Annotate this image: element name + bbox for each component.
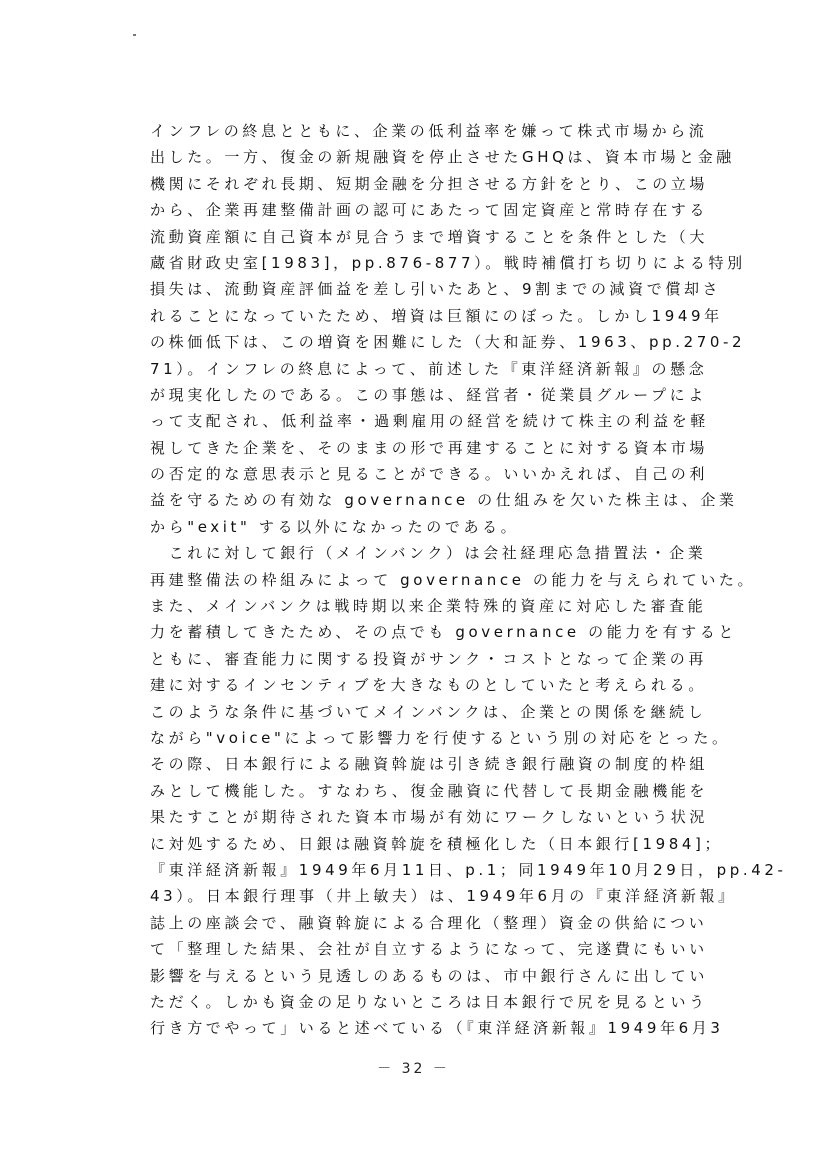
- text-line: その際、日本銀行による融資斡旋は引き続き銀行融資の制度的枠組: [150, 755, 709, 774]
- text-line: 流動資産額に自己資本が見合うまで増資することを条件とした（大: [150, 227, 709, 246]
- text-line: インフレの終息とともに、企業の低利益率を嫌って株式市場から流: [150, 122, 708, 140]
- text-line: 影響を与えるという見透しのあるものは、市中銀行さんに出してい: [150, 966, 709, 985]
- text-line: って支配され、低利益率・過剰雇用の経営を続けて株主の利益を軽: [150, 412, 709, 431]
- text-line: 視してきた企業を、そのままの形で再建することに対する資本市場: [150, 438, 709, 457]
- text-line: これに対して銀行（メインバンク）は会社経理応急措置法・企業: [150, 544, 707, 563]
- text-line: 建に対するインセンティブを大きなものとしていたと考えられる。: [150, 676, 707, 695]
- text-line: 果たすことが期待された資本市場が有効にワークしないという状況: [150, 808, 709, 827]
- text-line: みとして機能した。すなわち、復金融資に代替して長期金融機能を: [150, 781, 709, 800]
- text-line: が現実化したのである。この事態は、経営者・従業員グループによ: [150, 385, 707, 404]
- text-line: ながら"voice"によって影響力を行使するという別の対応をとった。: [150, 728, 731, 747]
- text-line: 『東洋経済新報』1949年6月11日、p.1；同1949年10月29日，pp.42-: [150, 860, 787, 879]
- text-line: れることになっていたため、増資は巨額にのぼった。しかし1949年: [150, 306, 723, 325]
- text-line: 出した。一方、復金の新規融資を停止させたGHQは、資本市場と金融: [150, 148, 735, 167]
- text-line: ただく。しかも資金の足りないところは日本銀行で尻を見るという: [150, 992, 708, 1011]
- text-line: 蔵省財政史室[1983]，pp.876-877）。戦時補償打ち切りによる特別: [150, 253, 746, 272]
- text-line: 71）。インフレの終息によって、前述した『東洋経済新報』の懸念: [150, 359, 708, 378]
- text-line: このような条件に基づいてメインバンクは、企業との関係を継続し: [150, 702, 707, 721]
- body-text: [150, 118, 787, 1042]
- text-line: 誌上の座談会で、融資斡旋による合理化（整理）資金の供給につい: [150, 913, 708, 932]
- text-line: の株価低下は、この増資を困難にした（大和証券、1963、pp.270-2: [150, 333, 746, 352]
- text-line: 再建整備法の枠組みによって governance の能力を与えられていた。: [150, 570, 757, 589]
- text-line: 益を守るための有効な governance の仕組みを欠いた株主は、企業: [150, 491, 738, 510]
- text-line: の否定的な意思表示と見ることができる。いいかえれば、自己の利: [150, 465, 709, 484]
- text-line: から、企業再建整備計画の認可にあたって固定資産と常時存在する: [150, 201, 709, 220]
- text-line: 43）。日本銀行理事（井上敏夫）は、1949年6月の『東洋経済新報』: [150, 887, 737, 906]
- page-number: － 32 －: [377, 1061, 450, 1077]
- text-line: 行き方でやって」いると述べている（『東洋経済新報』1949年6月3: [150, 1019, 724, 1038]
- scan-speck: [133, 34, 136, 36]
- text-line: に対処するため、日銀は融資斡旋を積極化した（日本銀行[1984]；: [150, 834, 724, 853]
- text-line: て「整理した結果、会社が自立するようになって、完遂費にもいい: [150, 940, 708, 959]
- text-line: 機関にそれぞれ長期、短期金融を分担させる方針をとり、この立場: [150, 174, 709, 193]
- text-line: 損失は、流動資産評価益を差し引いたあと、9割までの減資で償却さ: [150, 280, 722, 299]
- text-line: ともに、審査能力に関する投資がサンク・コストとなって企業の再: [150, 649, 707, 668]
- text-line: また、メインバンクは戦時期以来企業特殊的資産に対応した審査能: [150, 597, 707, 616]
- text-line: から"exit" する以外になかったのである。: [150, 517, 520, 536]
- text-line: 力を蓄積してきたため、その点でも governance の能力を有すると: [150, 623, 737, 642]
